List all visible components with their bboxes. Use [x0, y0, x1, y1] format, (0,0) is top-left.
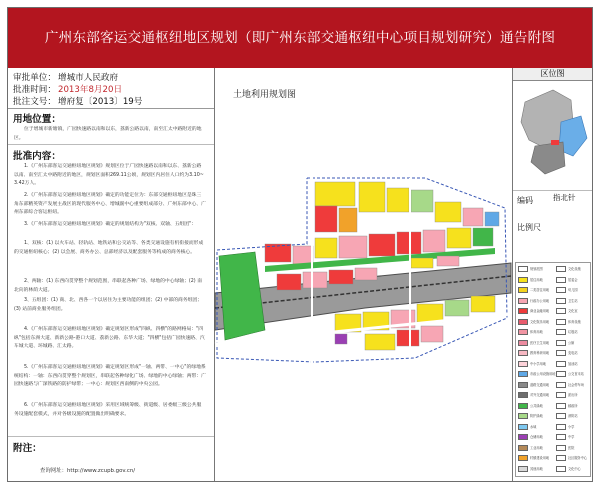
block-pink [303, 272, 327, 288]
legend-item [518, 392, 552, 399]
content-heading: 批准内容： [13, 151, 61, 162]
legend-swatch [556, 403, 566, 409]
legend-swatch [556, 287, 566, 293]
legend-label: 文化中心 [568, 466, 581, 471]
block-yellow [315, 238, 337, 258]
legend-swatch [556, 266, 566, 272]
legend-item [518, 329, 552, 336]
legend-item [556, 445, 590, 452]
legend-item [556, 413, 590, 420]
legend-swatch [518, 287, 528, 293]
legend-swatch [518, 329, 528, 335]
legend-swatch [556, 277, 566, 283]
block-red [397, 330, 419, 346]
legend-label: 村镇建设用地 [530, 456, 550, 460]
content-para-5: 2、两轴：(1) 东西向贯穿整个规划范围，串联起各种广场、绿地的中心绿轴；(2) 南北向的林荫大道。 [14, 279, 202, 293]
legend-label: 公交首末站 [568, 372, 584, 376]
legend-swatch [556, 329, 566, 335]
legend-item [518, 308, 552, 315]
page-title: 广州东部客运交通枢纽地区规划（即广州东部交通枢纽中心项目规划研究）通告附图 [8, 8, 592, 68]
approver-value: 增城市人民政府 [57, 73, 119, 83]
legend-swatch [556, 455, 566, 461]
block-purple [335, 334, 347, 344]
legend-swatch [556, 424, 566, 430]
legend-label: 规划范围 [530, 267, 543, 271]
query-url: 查询网址：http://www.zcupb.gov.cn/ [40, 468, 136, 474]
block-yellow [359, 182, 385, 212]
location-heading: 用地位置： [13, 114, 61, 125]
content-para-1: 1.《广州东部客运交通枢纽地区规划》规划区位于广园快速路以南和以东、荔新公路以南、南至汇太中路附近的地区，规划区面积269.11公顷，规划区内居住人口约为3.10~3.42万人。 [14, 164, 204, 187]
legend-label: 防护绿地 [530, 414, 543, 418]
legend-label: 卫生站 [568, 298, 578, 303]
legend-label: 社区服务中心 [568, 456, 588, 460]
legend-item [518, 287, 552, 294]
block-pink [293, 246, 313, 264]
approval-meta [8, 68, 214, 109]
legend-item [556, 340, 590, 347]
legend-item [556, 403, 590, 410]
legend-label: 小学 [568, 424, 575, 429]
legend-swatch [556, 340, 566, 346]
legend-item [518, 445, 552, 452]
legend-label: 体育设施 [568, 319, 581, 324]
legend-label: 社会停车场 [568, 382, 584, 387]
legend-item [556, 277, 590, 284]
legend-label: 中小学用地 [530, 361, 546, 366]
legend-label: 居住用地 [530, 277, 543, 282]
legend-swatch [518, 392, 528, 398]
legend-label: 文化设施 [568, 267, 581, 271]
legend-item [518, 466, 552, 473]
legend-swatch [518, 466, 528, 472]
legend-item [518, 371, 556, 378]
content-para-6: 3、五组团：(1) 商、北、西各一个以居住为主要功能的组团；(2) 中部的商务组团；(3) 站前商业服务组团。 [14, 298, 202, 312]
location-map-title: 区位图 [513, 68, 592, 81]
legend-swatch [518, 340, 528, 346]
doc-value: 增府复〔2013〕19号 [57, 97, 143, 107]
land-use-map [215, 68, 511, 481]
legend-item [518, 361, 552, 368]
content-para-7: 4.《广州东部客运交通枢纽地区规划》确定规划区形成"四纵、四横"的路网格局："四纵"包括东洲大道、新新公路-港口大道、荔新公路、东华大道；"四横"包括广园快速路、汽车城大道、环城路、汇太路。 [14, 327, 205, 350]
legend-item [556, 361, 590, 368]
legend-swatch [556, 319, 566, 325]
legend-label: 商业金融用地 [530, 309, 550, 313]
region-dark [531, 142, 565, 174]
legend-swatch [556, 382, 566, 388]
block-pink [355, 268, 377, 280]
legend [515, 262, 591, 477]
legend-label: 仓储用地 [530, 435, 543, 439]
legend-swatch [556, 371, 566, 377]
legend-swatch [518, 266, 528, 272]
legend-label: 行政办公用地 [530, 298, 550, 303]
legend-item [518, 424, 552, 431]
legend-swatch [556, 466, 566, 472]
legend-item [556, 392, 590, 399]
legend-item [556, 424, 590, 431]
date-label: 批准时间： [13, 85, 56, 95]
date-value: 2013年8月20日 [57, 85, 123, 95]
block-pink [463, 208, 483, 226]
legend-swatch [518, 308, 528, 314]
legend-label: 垃圾站 [568, 330, 578, 334]
legend-label: 二类居住用地 [530, 288, 550, 292]
legend-item [518, 455, 552, 462]
legend-item [556, 319, 590, 326]
legend-item [518, 266, 552, 273]
legend-swatch [556, 361, 566, 367]
legend-swatch [518, 445, 528, 451]
approver-label: 审批单位： [13, 73, 56, 83]
block-orange [339, 208, 357, 232]
legend-label: 水域 [530, 424, 537, 429]
legend-swatch [518, 434, 528, 440]
doc-label: 批注文号： [13, 97, 56, 107]
map-title: 土地利用规划图 [233, 90, 297, 100]
legend-item [518, 340, 552, 347]
legend-label: 居委会 [568, 277, 578, 282]
legend-label: 医疗卫生用地 [530, 340, 550, 345]
location-text: 位于增城市新塘镇，广园快速路以南和以东，荔新公路以南，南至汇太中路附近的地区。 [14, 127, 202, 141]
legend-swatch [556, 445, 566, 451]
legend-swatch [518, 424, 528, 430]
legend-item [556, 382, 590, 389]
block-red [277, 274, 301, 290]
block-blue [485, 212, 499, 226]
legend-item [556, 287, 590, 294]
block-yellow [417, 304, 443, 322]
legend-label: 对外交通用地 [530, 393, 550, 397]
legend-item [556, 466, 590, 473]
map-canvas [215, 68, 511, 481]
info-panel [8, 68, 215, 481]
block-pink [423, 230, 445, 252]
legend-swatch [556, 298, 566, 304]
location-map [515, 82, 591, 190]
divider [8, 144, 214, 145]
legend-item [556, 371, 590, 378]
content-para-3: 3.《广州东部客运交通枢纽地区规划》确定的规划结构为"双核、双轴、五组团"： [24, 222, 197, 227]
legend-swatch [518, 403, 528, 409]
legend-label: 市政公用设施用地 [530, 372, 556, 376]
legend-item [518, 434, 552, 441]
legend-item [556, 329, 590, 336]
legend-label: 邮政所 [568, 403, 578, 408]
note-heading: 附注： [13, 443, 42, 454]
block-yellow [365, 334, 395, 350]
legend-label: 派出所 [568, 393, 578, 397]
block-green [411, 190, 433, 212]
legend-label: 工业用地 [530, 445, 543, 450]
site-marker [551, 140, 559, 145]
block-pink [339, 236, 367, 258]
legend-item [518, 403, 552, 410]
legend-label: 公共绿地 [530, 403, 543, 408]
content-para-2: 2.《广州东部客运交通枢纽地区规划》确定的功能定位为：东部交通枢纽地区是珠三角东部精英资产发展主战区的现代服务中心、增城副中心重要组成部分、广州东部中心、广州东部综合客运枢纽。 [14, 193, 206, 216]
block-red [315, 206, 337, 232]
divider [513, 190, 592, 191]
legend-item [556, 350, 590, 357]
block-green [445, 300, 469, 316]
date-row [13, 83, 122, 95]
legend-item [556, 308, 590, 315]
code-label: 编码 [517, 196, 533, 205]
block-red [329, 270, 353, 284]
legend-swatch [556, 413, 566, 419]
legend-label: 医院 [568, 445, 575, 450]
legend-swatch [518, 319, 528, 325]
legend-label: 中学 [568, 435, 575, 439]
legend-label: 加油站 [568, 361, 578, 366]
legend-swatch [518, 350, 528, 356]
scale-label: 比例尺 [517, 223, 541, 232]
legend-label: 幼儿园 [568, 288, 578, 292]
divider [8, 436, 214, 437]
block-yellow [447, 228, 471, 248]
legend-label: 变电站 [568, 351, 578, 355]
legend-item [518, 319, 552, 326]
legend-label: 公厕 [568, 340, 575, 345]
legend-item [518, 277, 552, 284]
notice-attachment [7, 7, 593, 482]
legend-label: 其他用地 [530, 466, 543, 471]
legend-swatch [518, 455, 528, 461]
legend-swatch [556, 392, 566, 398]
legend-swatch [518, 361, 528, 367]
approver-row [13, 71, 118, 83]
legend-label: 体育用地 [530, 330, 543, 334]
block-pink [437, 256, 459, 266]
legend-label: 教育科研用地 [530, 351, 550, 355]
legend-swatch [518, 413, 528, 419]
north-label: 指北针 [553, 193, 576, 202]
block-yellow [471, 296, 495, 312]
doc-row [13, 95, 142, 107]
side-panel [512, 68, 592, 481]
legend-swatch [518, 371, 528, 377]
block-pink [421, 326, 443, 342]
legend-item [556, 298, 590, 305]
legend-swatch [556, 308, 566, 314]
legend-item [518, 350, 552, 357]
legend-label: 文化娱乐用地 [530, 319, 550, 324]
legend-swatch [518, 298, 528, 304]
legend-item [518, 298, 552, 305]
block-yellow [387, 188, 409, 212]
content-para-4: 1、双核：(1) 以火车站、轻轨站、地铁站和公交站等、各类交通设施有机衔接而形成的交通枢纽核心；(2) 以会展、商务办公、总部经济以及配套服务等构成的商务核心。 [14, 241, 204, 255]
legend-item [556, 434, 590, 441]
legend-item [518, 382, 552, 389]
block-red [369, 234, 395, 256]
legend-item [556, 455, 590, 462]
content-para-8: 5.《广州东部客运交通枢纽地区规划》确定规划区形成"一轴、两带、一中心"的绿地系统结构：一轴：东西向贯穿整个规划区，串联起各种绿化广场、绿地的中心绿轴；两带：广园快速路与广深铁路的防护绿带；一中心：规划区西南侧的中央公园。 [14, 365, 206, 388]
block-yellow [315, 182, 355, 206]
legend-label: 道路交通用地 [530, 382, 550, 387]
legend-item [518, 413, 552, 420]
block-green [473, 228, 493, 246]
legend-label: 消防站 [568, 414, 578, 418]
legend-swatch [518, 277, 528, 283]
legend-swatch [556, 434, 566, 440]
content-para-9: 6.《广州东部客运交通枢纽地区规划》采用区域统筹级、街道级、居委级三级公共服务设施配套模式，并对各级设施的配置做出明确要求。 [14, 403, 202, 417]
block-yellow [435, 202, 461, 222]
central-park [219, 252, 265, 340]
legend-swatch [518, 382, 528, 388]
legend-item [556, 266, 590, 273]
legend-label: 文化室 [568, 309, 578, 313]
block-yellow [411, 258, 433, 268]
legend-swatch [556, 350, 566, 356]
